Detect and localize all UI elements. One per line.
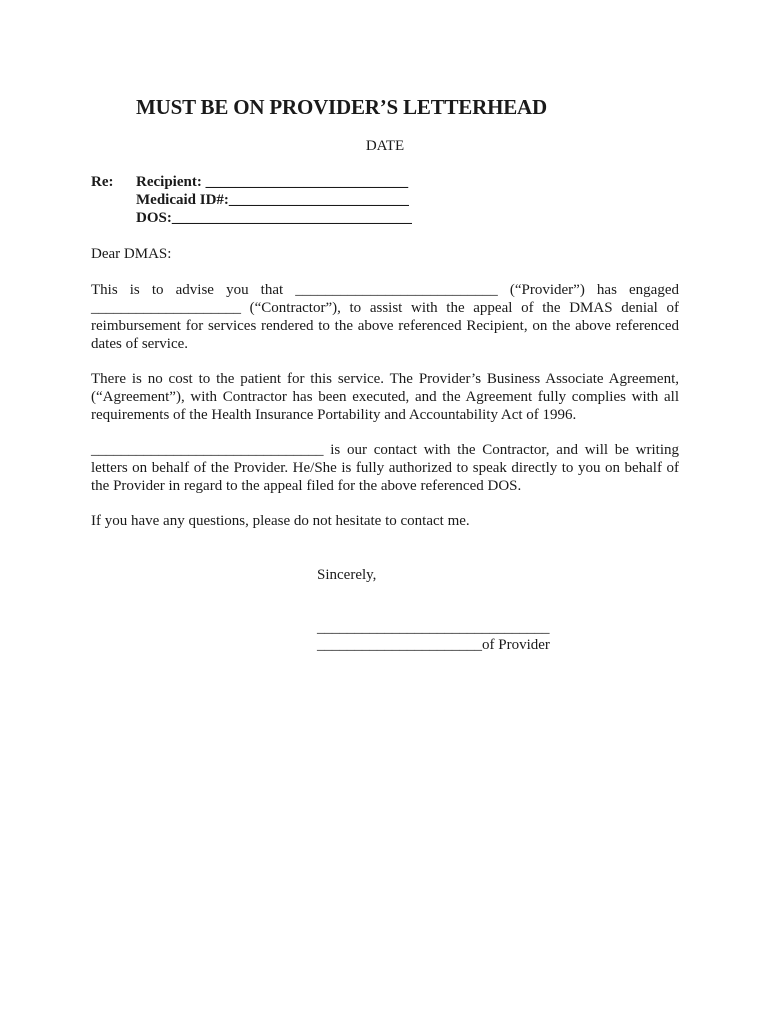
medicaid-id-field: Medicaid ID#:________________________ bbox=[136, 192, 409, 208]
signature-line: _______________________________ bbox=[317, 620, 550, 636]
paragraph-agreement bbox=[91, 370, 679, 424]
date-placeholder: DATE bbox=[365, 138, 405, 154]
re-label: Re: bbox=[91, 174, 114, 190]
paragraph-agreement-line: requirements of the Health Insurance Portability and Accountability Act of 1996. bbox=[91, 407, 577, 423]
paragraph-contact-line: the Provider in regard to the appeal filed for the above referenced DOS. bbox=[91, 478, 522, 494]
paragraph-contact-line: letters on behalf of the Provider. He/She is fully authorized to speak directly to you on behalf of bbox=[91, 460, 679, 476]
paragraph-agreement-line: (“Agreement”), with Contractor has been executed, and the Agreement fully complies with all bbox=[91, 389, 679, 405]
recipient-field: Recipient: ___________________________ bbox=[136, 174, 409, 190]
dos-field: DOS:________________________________ bbox=[136, 210, 412, 226]
letterhead-title: MUST BE ON PROVIDER’S LETTERHEAD bbox=[136, 95, 547, 119]
paragraph-questions: If you have any questions, please do not hesitate to contact me. bbox=[91, 513, 470, 529]
paragraph-agreement-line: There is no cost to the patient for this service. The Provider’s Business Associate Agreement, bbox=[91, 371, 679, 387]
signer-title-line: ______________________of Provider bbox=[317, 637, 550, 653]
paragraph-advise-line: ____________________ (“Contractor”), to assist with the appeal of the DMAS denial of bbox=[91, 300, 679, 316]
paragraph-advise-line: This is to advise you that ___________________________ (“Provider”) has engaged bbox=[91, 282, 679, 298]
salutation: Dear DMAS: bbox=[91, 246, 172, 262]
closing-sincerely: Sincerely, bbox=[317, 567, 377, 583]
paragraph-advise-line: reimbursement for services rendered to the above referenced Recipient, on the above referenced bbox=[91, 318, 679, 334]
paragraph-advise-line: dates of service. bbox=[91, 336, 189, 352]
paragraph-contact-line: _______________________________ is our contact with the Contractor, and will be writing bbox=[91, 442, 679, 458]
paragraph-contact bbox=[91, 441, 679, 495]
paragraph-advise bbox=[91, 281, 679, 353]
